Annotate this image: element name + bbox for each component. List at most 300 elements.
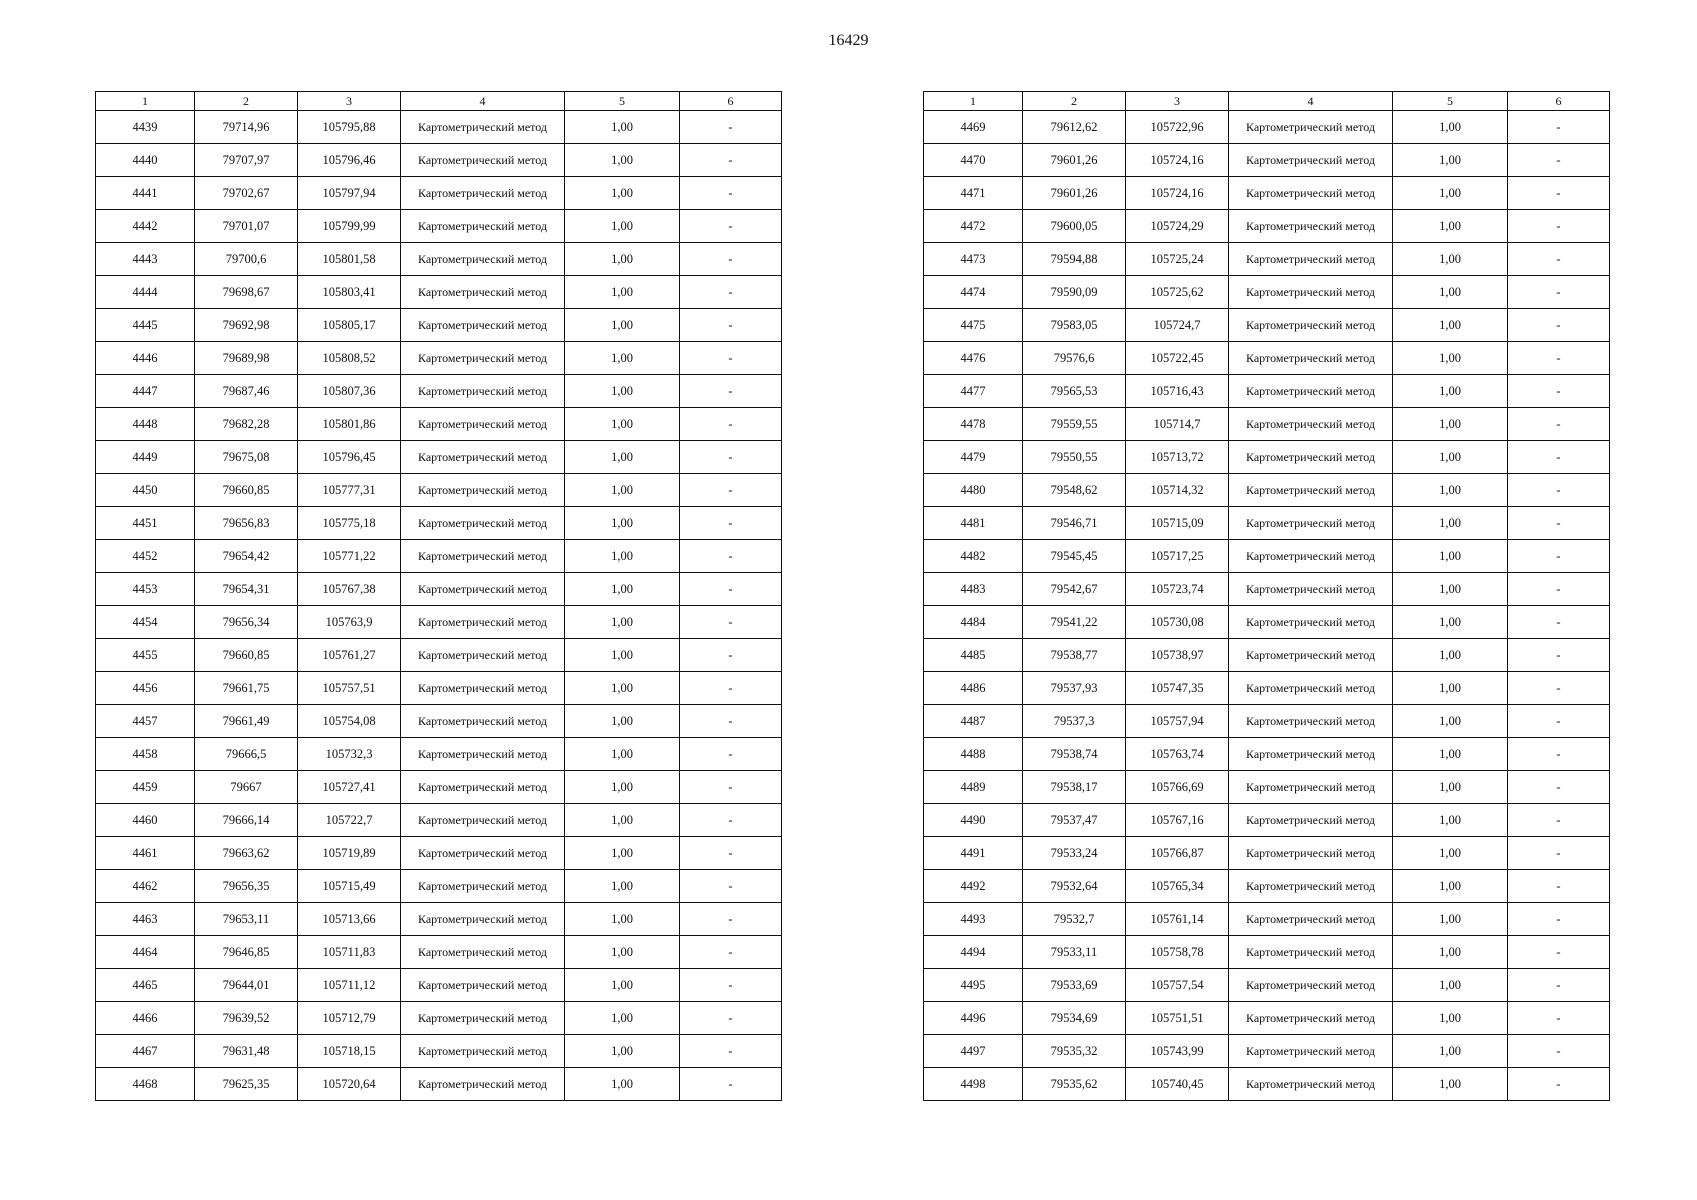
accuracy-cell: 1,00	[1393, 540, 1508, 573]
accuracy-cell: 1,00	[1393, 111, 1508, 144]
method-cell: Картометрический метод	[1229, 342, 1393, 375]
point-number-cell: 4474	[924, 276, 1023, 309]
accuracy-cell: 1,00	[1393, 276, 1508, 309]
coordinate-x-cell: 79654,31	[195, 573, 298, 606]
point-number-cell: 4495	[924, 969, 1023, 1002]
point-number-cell: 4492	[924, 870, 1023, 903]
coordinate-x-cell: 79689,98	[195, 342, 298, 375]
coordinate-y-cell: 105758,78	[1126, 936, 1229, 969]
note-cell: -	[1508, 408, 1610, 441]
table-row	[924, 243, 1610, 276]
point-number-cell: 4497	[924, 1035, 1023, 1068]
table-row	[96, 606, 782, 639]
coordinate-y-cell: 105808,52	[298, 342, 401, 375]
note-cell: -	[680, 1035, 782, 1068]
point-number-cell: 4451	[96, 507, 195, 540]
method-cell: Картометрический метод	[401, 771, 565, 804]
table-row	[924, 837, 1610, 870]
coordinate-y-cell: 105801,58	[298, 243, 401, 276]
accuracy-cell: 1,00	[1393, 804, 1508, 837]
coordinate-y-cell: 105795,88	[298, 111, 401, 144]
coordinate-y-cell: 105724,16	[1126, 144, 1229, 177]
table-row	[96, 705, 782, 738]
coordinate-y-cell: 105714,7	[1126, 408, 1229, 441]
coordinate-y-cell: 105715,09	[1126, 507, 1229, 540]
point-number-cell: 4469	[924, 111, 1023, 144]
point-number-cell: 4489	[924, 771, 1023, 804]
point-number-cell: 4472	[924, 210, 1023, 243]
note-cell: -	[680, 408, 782, 441]
table-row	[96, 936, 782, 969]
note-cell: -	[680, 672, 782, 705]
accuracy-cell: 1,00	[565, 837, 680, 870]
method-cell: Картометрический метод	[1229, 408, 1393, 441]
method-cell: Картометрический метод	[401, 804, 565, 837]
accuracy-cell: 1,00	[565, 1035, 680, 1068]
accuracy-cell: 1,00	[565, 177, 680, 210]
note-cell: -	[1508, 903, 1610, 936]
point-number-cell: 4450	[96, 474, 195, 507]
coordinate-x-cell: 79646,85	[195, 936, 298, 969]
method-cell: Картометрический метод	[1229, 1002, 1393, 1035]
header-row	[96, 92, 782, 111]
table-row	[96, 210, 782, 243]
note-cell: -	[680, 969, 782, 1002]
method-cell: Картометрический метод	[1229, 1035, 1393, 1068]
coordinate-x-cell: 79666,5	[195, 738, 298, 771]
accuracy-cell: 1,00	[1393, 1068, 1508, 1101]
point-number-cell: 4463	[96, 903, 195, 936]
table-row	[96, 837, 782, 870]
note-cell: -	[680, 177, 782, 210]
method-cell: Картометрический метод	[401, 375, 565, 408]
method-cell: Картометрический метод	[1229, 309, 1393, 342]
note-cell: -	[680, 507, 782, 540]
note-cell: -	[680, 309, 782, 342]
accuracy-cell: 1,00	[1393, 639, 1508, 672]
coordinate-y-cell: 105803,41	[298, 276, 401, 309]
point-number-cell: 4484	[924, 606, 1023, 639]
method-cell: Картометрический метод	[1229, 804, 1393, 837]
method-cell: Картометрический метод	[1229, 540, 1393, 573]
coordinate-x-cell: 79546,71	[1023, 507, 1126, 540]
accuracy-cell: 1,00	[565, 540, 680, 573]
coordinates-table-left	[95, 91, 782, 1101]
method-cell: Картометрический метод	[401, 738, 565, 771]
table-row	[924, 111, 1610, 144]
table-row	[96, 177, 782, 210]
note-cell: -	[680, 738, 782, 771]
coordinate-y-cell: 105757,94	[1126, 705, 1229, 738]
column-header: 2	[1023, 92, 1126, 111]
note-cell: -	[680, 573, 782, 606]
coordinate-y-cell: 105740,45	[1126, 1068, 1229, 1101]
coordinate-x-cell: 79654,42	[195, 540, 298, 573]
point-number-cell: 4459	[96, 771, 195, 804]
method-cell: Картометрический метод	[401, 441, 565, 474]
point-number-cell: 4445	[96, 309, 195, 342]
point-number-cell: 4440	[96, 144, 195, 177]
point-number-cell: 4457	[96, 705, 195, 738]
coordinate-x-cell: 79660,85	[195, 474, 298, 507]
point-number-cell: 4496	[924, 1002, 1023, 1035]
point-number-cell: 4462	[96, 870, 195, 903]
accuracy-cell: 1,00	[1393, 738, 1508, 771]
note-cell: -	[1508, 705, 1610, 738]
coordinate-y-cell: 105763,74	[1126, 738, 1229, 771]
accuracy-cell: 1,00	[565, 1002, 680, 1035]
method-cell: Картометрический метод	[401, 1002, 565, 1035]
method-cell: Картометрический метод	[1229, 870, 1393, 903]
method-cell: Картометрический метод	[401, 342, 565, 375]
coordinate-x-cell: 79532,64	[1023, 870, 1126, 903]
coordinate-y-cell: 105720,64	[298, 1068, 401, 1101]
point-number-cell: 4458	[96, 738, 195, 771]
coordinate-y-cell: 105766,69	[1126, 771, 1229, 804]
coordinate-y-cell: 105805,17	[298, 309, 401, 342]
note-cell: -	[680, 903, 782, 936]
method-cell: Картометрический метод	[1229, 1068, 1393, 1101]
note-cell: -	[1508, 639, 1610, 672]
point-number-cell: 4466	[96, 1002, 195, 1035]
coordinate-x-cell: 79663,62	[195, 837, 298, 870]
accuracy-cell: 1,00	[1393, 408, 1508, 441]
accuracy-cell: 1,00	[565, 441, 680, 474]
table-row	[96, 540, 782, 573]
accuracy-cell: 1,00	[1393, 1002, 1508, 1035]
note-cell: -	[1508, 672, 1610, 705]
coordinate-y-cell: 105743,99	[1126, 1035, 1229, 1068]
coordinate-y-cell: 105766,87	[1126, 837, 1229, 870]
accuracy-cell: 1,00	[1393, 936, 1508, 969]
table-row	[924, 1035, 1610, 1068]
note-cell: -	[1508, 144, 1610, 177]
note-cell: -	[680, 540, 782, 573]
coordinate-x-cell: 79714,96	[195, 111, 298, 144]
coordinate-x-cell: 79692,98	[195, 309, 298, 342]
coordinate-x-cell: 79533,69	[1023, 969, 1126, 1002]
method-cell: Картометрический метод	[1229, 375, 1393, 408]
coordinate-x-cell: 79545,45	[1023, 540, 1126, 573]
table-row	[924, 639, 1610, 672]
coordinate-y-cell: 105807,36	[298, 375, 401, 408]
method-cell: Картометрический метод	[401, 936, 565, 969]
table-row	[96, 474, 782, 507]
method-cell: Картометрический метод	[1229, 111, 1393, 144]
point-number-cell: 4444	[96, 276, 195, 309]
accuracy-cell: 1,00	[1393, 771, 1508, 804]
point-number-cell: 4453	[96, 573, 195, 606]
coordinate-x-cell: 79537,93	[1023, 672, 1126, 705]
point-number-cell: 4442	[96, 210, 195, 243]
coordinate-x-cell: 79661,75	[195, 672, 298, 705]
note-cell: -	[680, 639, 782, 672]
accuracy-cell: 1,00	[1393, 177, 1508, 210]
coordinate-y-cell: 105714,32	[1126, 474, 1229, 507]
table-row	[924, 408, 1610, 441]
coordinate-y-cell: 105716,43	[1126, 375, 1229, 408]
accuracy-cell: 1,00	[565, 738, 680, 771]
table-row	[924, 771, 1610, 804]
coordinate-y-cell: 105723,74	[1126, 573, 1229, 606]
coordinate-y-cell: 105796,45	[298, 441, 401, 474]
point-number-cell: 4460	[96, 804, 195, 837]
method-cell: Картометрический метод	[1229, 474, 1393, 507]
note-cell: -	[1508, 342, 1610, 375]
accuracy-cell: 1,00	[565, 210, 680, 243]
table-row	[96, 276, 782, 309]
table-row	[924, 441, 1610, 474]
note-cell: -	[1508, 540, 1610, 573]
coordinate-x-cell: 79656,35	[195, 870, 298, 903]
coordinate-x-cell: 79541,22	[1023, 606, 1126, 639]
accuracy-cell: 1,00	[1393, 375, 1508, 408]
accuracy-cell: 1,00	[565, 507, 680, 540]
point-number-cell: 4439	[96, 111, 195, 144]
coordinates-table-right	[923, 91, 1610, 1101]
point-number-cell: 4464	[96, 936, 195, 969]
coordinate-y-cell: 105712,79	[298, 1002, 401, 1035]
point-number-cell: 4490	[924, 804, 1023, 837]
coordinate-x-cell: 79653,11	[195, 903, 298, 936]
coordinates-table	[923, 91, 1610, 1101]
note-cell: -	[1508, 936, 1610, 969]
note-cell: -	[680, 936, 782, 969]
coordinate-y-cell: 105722,7	[298, 804, 401, 837]
coordinate-x-cell: 79600,05	[1023, 210, 1126, 243]
coordinate-y-cell: 105724,29	[1126, 210, 1229, 243]
method-cell: Картометрический метод	[1229, 441, 1393, 474]
method-cell: Картометрический метод	[1229, 672, 1393, 705]
accuracy-cell: 1,00	[565, 969, 680, 1002]
coordinate-x-cell: 79601,26	[1023, 177, 1126, 210]
accuracy-cell: 1,00	[1393, 243, 1508, 276]
table-row	[924, 309, 1610, 342]
accuracy-cell: 1,00	[1393, 474, 1508, 507]
coordinate-y-cell: 105730,08	[1126, 606, 1229, 639]
coordinate-x-cell: 79612,62	[1023, 111, 1126, 144]
coordinate-x-cell: 79534,69	[1023, 1002, 1126, 1035]
table-row	[924, 210, 1610, 243]
method-cell: Картометрический метод	[1229, 144, 1393, 177]
point-number-cell: 4465	[96, 969, 195, 1002]
accuracy-cell: 1,00	[565, 771, 680, 804]
method-cell: Картометрический метод	[401, 1068, 565, 1101]
table-row	[924, 573, 1610, 606]
point-number-cell: 4494	[924, 936, 1023, 969]
coordinate-x-cell: 79687,46	[195, 375, 298, 408]
note-cell: -	[1508, 474, 1610, 507]
coordinate-x-cell: 79644,01	[195, 969, 298, 1002]
coordinate-y-cell: 105796,46	[298, 144, 401, 177]
method-cell: Картометрический метод	[1229, 969, 1393, 1002]
table-row	[96, 507, 782, 540]
accuracy-cell: 1,00	[1393, 969, 1508, 1002]
coordinate-x-cell: 79590,09	[1023, 276, 1126, 309]
coordinate-x-cell: 79707,97	[195, 144, 298, 177]
accuracy-cell: 1,00	[1393, 705, 1508, 738]
table-row	[96, 309, 782, 342]
note-cell: -	[1508, 441, 1610, 474]
point-number-cell: 4456	[96, 672, 195, 705]
table-row	[924, 705, 1610, 738]
accuracy-cell: 1,00	[565, 936, 680, 969]
accuracy-cell: 1,00	[565, 804, 680, 837]
coordinate-x-cell: 79542,67	[1023, 573, 1126, 606]
method-cell: Картометрический метод	[401, 276, 565, 309]
coordinate-y-cell: 105767,16	[1126, 804, 1229, 837]
coordinate-y-cell: 105719,89	[298, 837, 401, 870]
point-number-cell: 4470	[924, 144, 1023, 177]
point-number-cell: 4446	[96, 342, 195, 375]
note-cell: -	[680, 342, 782, 375]
note-cell: -	[1508, 1002, 1610, 1035]
table-row	[924, 342, 1610, 375]
table-row	[96, 1002, 782, 1035]
coordinate-y-cell: 105713,72	[1126, 441, 1229, 474]
accuracy-cell: 1,00	[565, 111, 680, 144]
table-row	[96, 573, 782, 606]
accuracy-cell: 1,00	[1393, 507, 1508, 540]
coordinate-y-cell: 105747,35	[1126, 672, 1229, 705]
method-cell: Картометрический метод	[401, 408, 565, 441]
point-number-cell: 4478	[924, 408, 1023, 441]
method-cell: Картометрический метод	[401, 639, 565, 672]
method-cell: Картометрический метод	[401, 177, 565, 210]
point-number-cell: 4498	[924, 1068, 1023, 1101]
column-header: 3	[1126, 92, 1229, 111]
table-row	[96, 243, 782, 276]
point-number-cell: 4467	[96, 1035, 195, 1068]
accuracy-cell: 1,00	[565, 1068, 680, 1101]
table-row	[96, 1035, 782, 1068]
method-cell: Картометрический метод	[401, 243, 565, 276]
coordinate-x-cell: 79667	[195, 771, 298, 804]
note-cell: -	[1508, 573, 1610, 606]
method-cell: Картометрический метод	[401, 210, 565, 243]
method-cell: Картометрический метод	[1229, 606, 1393, 639]
table-row	[924, 507, 1610, 540]
note-cell: -	[680, 375, 782, 408]
method-cell: Картометрический метод	[401, 705, 565, 738]
coordinate-y-cell: 105713,66	[298, 903, 401, 936]
method-cell: Картометрический метод	[1229, 903, 1393, 936]
note-cell: -	[680, 705, 782, 738]
table-row	[96, 672, 782, 705]
method-cell: Картометрический метод	[1229, 837, 1393, 870]
note-cell: -	[680, 474, 782, 507]
coordinate-y-cell: 105725,24	[1126, 243, 1229, 276]
coordinate-y-cell: 105717,25	[1126, 540, 1229, 573]
coordinate-x-cell: 79701,07	[195, 210, 298, 243]
coordinate-x-cell: 79639,52	[195, 1002, 298, 1035]
point-number-cell: 4483	[924, 573, 1023, 606]
note-cell: -	[1508, 837, 1610, 870]
coordinate-y-cell: 105771,22	[298, 540, 401, 573]
table-row	[924, 144, 1610, 177]
point-number-cell: 4479	[924, 441, 1023, 474]
note-cell: -	[680, 804, 782, 837]
coordinate-y-cell: 105777,31	[298, 474, 401, 507]
coordinate-y-cell: 105775,18	[298, 507, 401, 540]
point-number-cell: 4441	[96, 177, 195, 210]
coordinate-y-cell: 105761,14	[1126, 903, 1229, 936]
note-cell: -	[1508, 507, 1610, 540]
note-cell: -	[1508, 1068, 1610, 1101]
coordinate-x-cell: 79700,6	[195, 243, 298, 276]
coordinate-y-cell: 105751,51	[1126, 1002, 1229, 1035]
point-number-cell: 4486	[924, 672, 1023, 705]
accuracy-cell: 1,00	[1393, 1035, 1508, 1068]
method-cell: Картометрический метод	[401, 573, 565, 606]
point-number-cell: 4481	[924, 507, 1023, 540]
coordinate-x-cell: 79682,28	[195, 408, 298, 441]
column-header: 5	[1393, 92, 1508, 111]
coordinate-y-cell: 105757,51	[298, 672, 401, 705]
table-row	[924, 375, 1610, 408]
table-row	[924, 1068, 1610, 1101]
coordinate-x-cell: 79698,67	[195, 276, 298, 309]
table-row	[96, 441, 782, 474]
table-row	[924, 804, 1610, 837]
method-cell: Картометрический метод	[401, 474, 565, 507]
column-header: 4	[401, 92, 565, 111]
header-row	[924, 92, 1610, 111]
coordinate-x-cell: 79565,53	[1023, 375, 1126, 408]
table-row	[96, 903, 782, 936]
method-cell: Картометрический метод	[1229, 177, 1393, 210]
coordinate-x-cell: 79535,32	[1023, 1035, 1126, 1068]
note-cell: -	[680, 606, 782, 639]
point-number-cell: 4485	[924, 639, 1023, 672]
accuracy-cell: 1,00	[565, 903, 680, 936]
point-number-cell: 4475	[924, 309, 1023, 342]
note-cell: -	[1508, 771, 1610, 804]
page-number: 16429	[828, 32, 869, 49]
method-cell: Картометрический метод	[401, 144, 565, 177]
accuracy-cell: 1,00	[565, 606, 680, 639]
table-row	[924, 177, 1610, 210]
note-cell: -	[680, 111, 782, 144]
accuracy-cell: 1,00	[1393, 606, 1508, 639]
table-row	[924, 738, 1610, 771]
table-row	[924, 276, 1610, 309]
method-cell: Картометрический метод	[1229, 738, 1393, 771]
coordinate-y-cell: 105725,62	[1126, 276, 1229, 309]
coordinate-y-cell: 105711,83	[298, 936, 401, 969]
note-cell: -	[680, 1002, 782, 1035]
point-number-cell: 4455	[96, 639, 195, 672]
accuracy-cell: 1,00	[565, 672, 680, 705]
accuracy-cell: 1,00	[1393, 837, 1508, 870]
accuracy-cell: 1,00	[565, 276, 680, 309]
coordinate-x-cell: 79533,24	[1023, 837, 1126, 870]
table-row	[924, 969, 1610, 1002]
coordinate-y-cell: 105724,7	[1126, 309, 1229, 342]
accuracy-cell: 1,00	[565, 870, 680, 903]
coordinate-y-cell: 105761,27	[298, 639, 401, 672]
method-cell: Картометрический метод	[401, 111, 565, 144]
method-cell: Картометрический метод	[1229, 771, 1393, 804]
table-row	[924, 903, 1610, 936]
note-cell: -	[1508, 210, 1610, 243]
method-cell: Картометрический метод	[401, 309, 565, 342]
point-number-cell: 4471	[924, 177, 1023, 210]
note-cell: -	[1508, 111, 1610, 144]
column-header: 2	[195, 92, 298, 111]
coordinate-x-cell: 79656,34	[195, 606, 298, 639]
accuracy-cell: 1,00	[1393, 309, 1508, 342]
